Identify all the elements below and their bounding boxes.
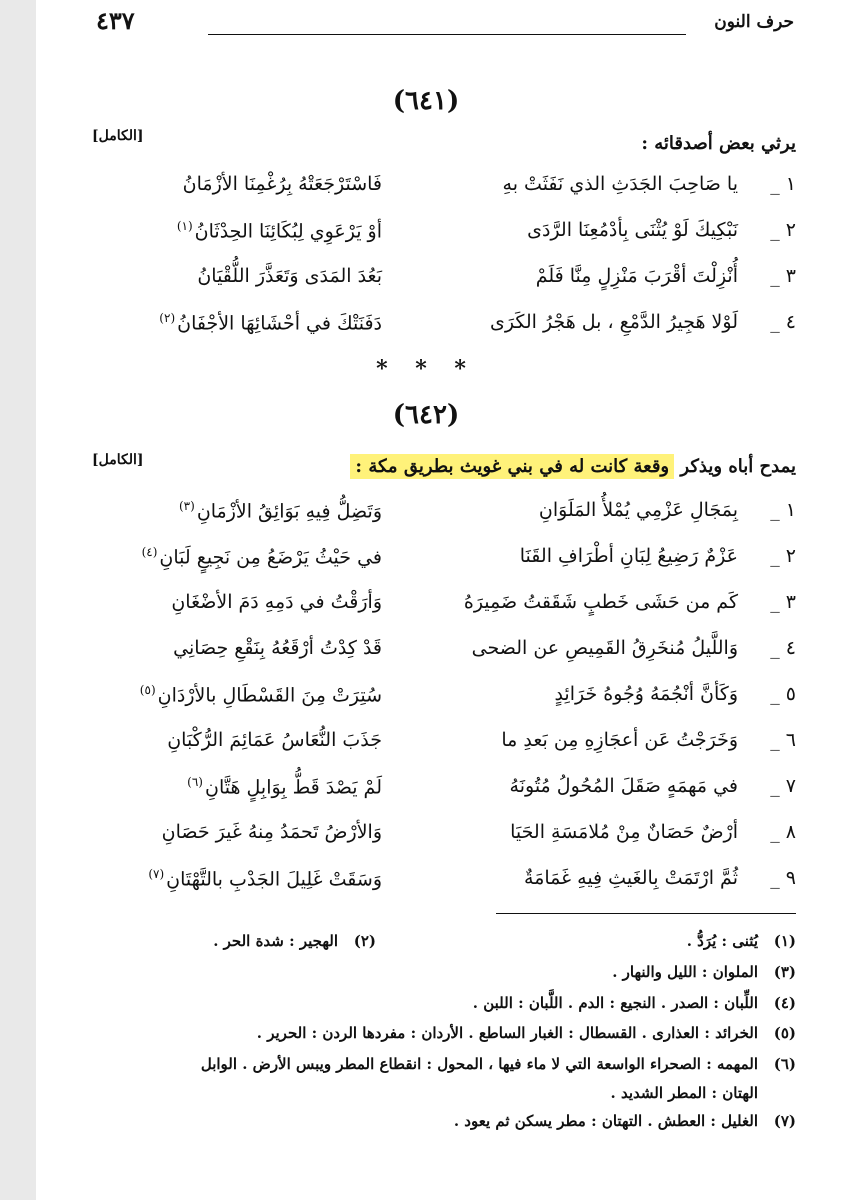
hemistich-text: في حَيْثُ يَرْضَعُ مِن نَجِيعٍ لَبَانِ — [159, 546, 382, 569]
hemistich-text: قَدْ كِدْتُ أرْقَعُهُ بِنَقْعِ حِصَانِي — [173, 637, 382, 659]
footnote-marker: (١) — [176, 219, 193, 233]
verse-number: ٤ _ — [770, 637, 796, 659]
hemistich-text: لَمْ يَصْدَ قَطُّ بِوَابِلٍ هَتَّانِ — [204, 776, 382, 799]
footnote-text: الهجير : شدة الحر . — [213, 932, 338, 950]
footnote-marker: (٦) — [187, 775, 203, 789]
page-number: ٤٣٧ — [96, 6, 135, 35]
footnote-1 — [687, 932, 796, 950]
verse-first-hemistich: عَزْمٌ رَضِيعُ لِبَانِ أطْرَافِ القَنَا — [519, 545, 738, 567]
verse-number: ٩ _ — [770, 867, 796, 889]
poem-number-642: (٦٤٢) — [392, 400, 460, 430]
poem-meter: [الكامل] — [92, 452, 144, 468]
verse-line — [92, 499, 796, 531]
verse-line — [92, 173, 796, 205]
hemistich-text: جَذَبَ النُّعَاسُ عَمَائِمَ الرُّكْبَانِ — [167, 729, 382, 751]
verse-number: ١ _ — [770, 173, 796, 195]
verse-second-hemistich — [92, 821, 382, 843]
verse-first-hemistich: لَوْلا هَجِيرُ الدَّمْعِ ، بل هَجْرُ الكَرَى — [489, 311, 738, 333]
footnote-text: يُثنى : يُرَدُّ . — [686, 932, 758, 950]
verse-first-hemistich: أُنْزِلْتَ أقْرَبَ مَنْزِلٍ مِنَّا فَلَمْ — [535, 265, 738, 287]
hemistich-text: وَأرَقْتُ في دَمِهِ دَمَ الأضْغَانِ — [171, 591, 382, 613]
footnote-number: (٥) — [773, 1024, 796, 1042]
hemistich-text: وَتَضِلُّ فِيهِ بَوَائِقُ الأزْمَانِ — [196, 500, 382, 523]
verse-first-hemistich: وَاللَّيلُ مُنخَرِقُ القَمِيصِ عن الضحى — [471, 637, 738, 659]
verse-first-hemistich: أرْضٌ حَصَانٌ مِنْ مُلامَسَةِ الحَيَا — [510, 821, 738, 843]
verse-first-hemistich: وَخَرَجْتُ عَن أعجَازِهِ مِن بَعدِ ما — [501, 729, 738, 751]
hemistich-text: سُتِرَتْ مِنَ القَسْطَالِ بالأرْدَانِ — [157, 684, 382, 707]
footnote-text: الغليل : العطش . التهتان : مطر يسكن ثم يعود . — [453, 1112, 758, 1130]
verse-second-hemistich — [92, 683, 382, 706]
footnote-marker: (٤) — [141, 545, 158, 559]
verse-second-hemistich — [92, 867, 382, 890]
verse-line — [92, 637, 796, 669]
footnote-marker: (٣) — [178, 499, 195, 513]
footnote-6 — [201, 1055, 796, 1073]
verse-number: ٢ _ — [770, 219, 796, 241]
footnote-4 — [473, 994, 796, 1012]
footnote-text: المهمه : الصحراء الواسعة التي لا ماء فيها ، المحول : انقطاع المطر ويبس الأرض . الوابل — [200, 1055, 758, 1073]
verse-line — [92, 729, 796, 761]
verse-line — [92, 775, 796, 807]
hemistich-text: أوْ يَرْعَوِي لِبُكَائِنَا الحِدْثَانُ — [194, 220, 382, 243]
hemistich-text: فَاسْتَرْجَعَتْهُ بِرُغْمِنَا الأزْمَانُ — [182, 173, 382, 195]
verse-number: ٨ _ — [770, 821, 796, 843]
verse-second-hemistich — [92, 265, 382, 287]
verse-line — [92, 591, 796, 623]
verse-first-hemistich: في مَهمَهٍ صَقَلَ المُحُولُ مُتُونَهُ — [509, 775, 738, 797]
footnote-number: (٢) — [353, 932, 376, 950]
verse-first-hemistich: وَكَأنَّ أنْجُمَهُ وُجُوهُ خَرَائِدٍ — [554, 683, 738, 705]
verse-number: ٦ _ — [770, 729, 796, 751]
footnote-marker: (٧) — [148, 867, 165, 881]
footnote-number: (٧) — [773, 1112, 796, 1130]
section-separator: * * * — [376, 356, 476, 382]
verse-number: ٢ _ — [770, 545, 796, 567]
verse-line — [92, 311, 796, 343]
highlighted-text[interactable]: وقعة كانت له في بني غويث بطريق مكة : — [350, 454, 674, 479]
hemistich-text: وَسَقَتْ غَلِيلَ الجَدْبِ بالتَّهْتَانِ — [166, 868, 382, 891]
page-edge-shadow — [0, 0, 36, 1200]
footnote-7 — [454, 1112, 796, 1130]
verse-first-hemistich: كَم من حَشَى خَطبٍ شَقَقتُ ضَمِيرَهُ — [463, 591, 738, 613]
verse-second-hemistich — [92, 499, 382, 522]
chapter-title: حرف النون — [714, 12, 794, 32]
hemistich-text: بَعُدَ المَدَى وَتَعَذَّرَ اللُّقْيَانُ — [197, 265, 382, 287]
footnote-rule — [496, 913, 796, 914]
footnote-3 — [612, 963, 796, 981]
header-rule — [208, 34, 686, 35]
footnote-marker: (٢) — [159, 311, 176, 325]
verse-line — [92, 821, 796, 853]
verse-second-hemistich — [92, 729, 382, 751]
verse-second-hemistich — [92, 311, 382, 334]
footnote-5 — [257, 1024, 796, 1042]
footnote-number: (٦) — [773, 1055, 796, 1073]
verse-first-hemistich: ثُمَّ ارْتَمَتْ بِالغَيثِ فِيهِ غَمَامَةٌ — [524, 867, 738, 889]
verse-second-hemistich — [92, 173, 382, 195]
poem-intro — [350, 456, 796, 477]
hemistich-text: دَفَنَتْكَ في أحْشَائِهَا الأجْفَانُ — [177, 312, 382, 335]
verse-second-hemistich — [92, 219, 382, 242]
poem-number-641: (٦٤١) — [392, 86, 460, 116]
verse-second-hemistich — [92, 775, 382, 798]
intro-plain-text: يمدح أباه ويذكر — [680, 456, 796, 477]
poem-meter: [الكامل] — [92, 128, 144, 144]
verse-number: ٣ _ — [770, 265, 796, 287]
verse-number: ٥ _ — [770, 683, 796, 705]
verse-number: ٣ _ — [770, 591, 796, 613]
verse-number: ٧ _ — [770, 775, 796, 797]
verse-number: ١ _ — [770, 499, 796, 521]
footnote-number: (٤) — [773, 994, 796, 1012]
verse-line — [92, 683, 796, 715]
verse-second-hemistich — [92, 545, 382, 568]
verse-first-hemistich: نَبْكِيكَ لَوْ يُثْنَى بِأدْمُعِنَا الرَّدَى — [527, 219, 738, 241]
footnote-text: الملوان : الليل والنهار . — [612, 963, 758, 981]
footnote-marker: (٥) — [139, 683, 156, 697]
running-header — [96, 6, 794, 40]
footnote-number: (٣) — [773, 963, 796, 981]
verse-second-hemistich — [92, 591, 382, 613]
footnote-6-continued: الهتان : المطر الشديد . — [610, 1084, 758, 1102]
footnote-number: (١) — [773, 932, 796, 950]
verse-first-hemistich: يا صَاحِبَ الجَدَثِ الذي نَفَثَتْ بهِ — [502, 173, 738, 195]
poem-intro: يرثي بعض أصدقائه : — [641, 133, 796, 154]
footnote-2 — [213, 932, 376, 950]
verse-line — [92, 219, 796, 251]
verse-line — [92, 867, 796, 899]
hemistich-text: وَالأرْضُ تَحمَدُ مِنهُ غَيرَ حَصَانِ — [161, 821, 382, 843]
verse-first-hemistich: بِمَجَالِ عَزْمِي يُمْلأُ المَلَوَانِ — [538, 499, 738, 521]
verse-second-hemistich — [92, 637, 382, 659]
verse-line — [92, 265, 796, 297]
footnote-text: اللِّبان : الصدر . النجيع : الدم . اللَّبان : اللبن . — [472, 994, 758, 1012]
footnote-text: الخرائد : العذارى . القسطال : الغبار الساطع . الأردان : مفردها الردن : الحرير . — [256, 1024, 758, 1042]
verse-number: ٤ _ — [770, 311, 796, 333]
verse-line — [92, 545, 796, 577]
